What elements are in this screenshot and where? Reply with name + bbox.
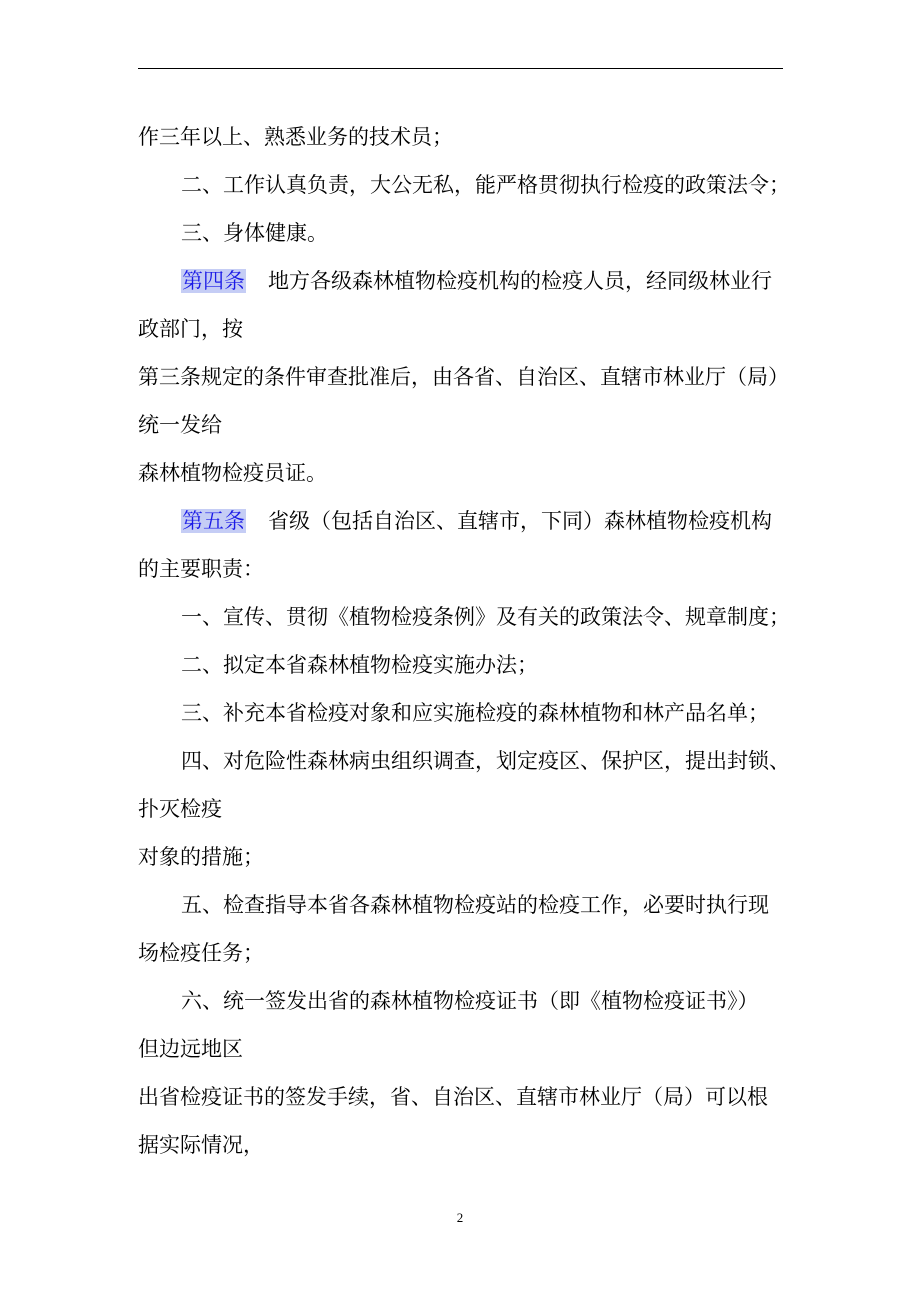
paragraph-line: 第三条规定的条件审查批准后，由各省、自治区、直辖市林业厅（局） <box>138 365 789 389</box>
page-number: 2 <box>456 1210 464 1225</box>
paragraph-line: 据实际情况， <box>138 1133 264 1157</box>
header-rule <box>138 68 783 69</box>
paragraph-line: 政部门，按 <box>138 317 243 341</box>
paragraph-line: 三、补充本省检疫对象和应实施检疫的森林植物和林产品名单； <box>181 701 769 725</box>
paragraph-line: 三、身体健康。 <box>181 221 328 245</box>
paragraph-line: 五、检查指导本省各森林植物检疫站的检疫工作，必要时执行现 <box>181 893 769 917</box>
paragraph-line: 二、工作认真负责，大公无私，能严格贯彻执行检疫的政策法令； <box>181 173 790 197</box>
paragraph-line: 二、拟定本省森林植物检疫实施办法； <box>181 653 538 677</box>
paragraph-line: 扑灭检疫 <box>138 797 222 821</box>
paragraph-line: 作三年以上、熟悉业务的技术员； <box>138 125 453 149</box>
paragraph-line: 的主要职责： <box>138 557 264 581</box>
paragraph-line: 出省检疫证书的签发手续，省、自治区、直辖市林业厅（局）可以根 <box>138 1085 768 1109</box>
article-label-4[interactable]: 第四条 <box>182 269 245 293</box>
paragraph-line: 六、统一签发出省的森林植物检疫证书（即《植物检疫证书》） <box>181 989 759 1013</box>
paragraph-line: 但边远地区 <box>138 1037 243 1061</box>
article-5-line <box>181 508 772 534</box>
paragraph-line: 森林植物检疫员证。 <box>138 461 327 485</box>
article-4-line <box>181 268 772 294</box>
paragraph-line: 四、对危险性森林病虫组织调查，划定疫区、保护区，提出封锁、 <box>181 749 790 773</box>
article-label-5[interactable]: 第五条 <box>182 509 245 533</box>
paragraph-line: 场检疫任务； <box>138 941 264 965</box>
paragraph-line: 统一发给 <box>138 413 222 437</box>
paragraph-text: 省级（包括自治区、直辖市，下同）森林植物检疫机构 <box>268 509 772 533</box>
paragraph-text: 地方各级森林植物检疫机构的检疫人员，经同级林业行 <box>268 269 772 293</box>
paragraph-line: 对象的措施； <box>138 845 264 869</box>
paragraph-line: 一、宣传、贯彻《植物检疫条例》及有关的政策法令、规章制度； <box>181 605 790 629</box>
